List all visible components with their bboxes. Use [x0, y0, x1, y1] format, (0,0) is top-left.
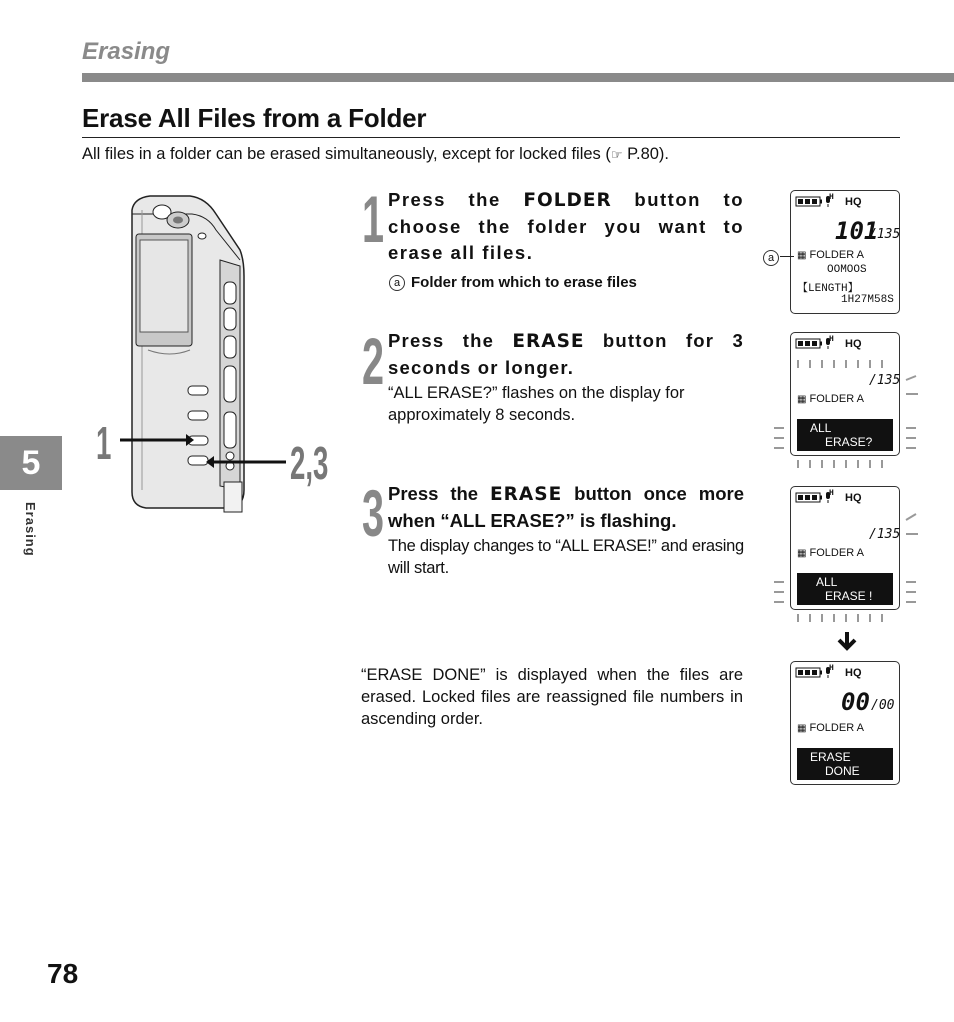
display-folder-text: FOLDER A [809, 249, 864, 261]
display-h: H [829, 193, 834, 202]
folder-icon: ▦ [797, 723, 807, 734]
step-3-instruction [388, 481, 744, 534]
display-inverse-message [797, 748, 893, 780]
pointing-hand-icon: ☞ [610, 148, 623, 163]
step-1-pre: Press the [388, 189, 524, 210]
display-total: /135 [869, 527, 901, 542]
recorder-body [132, 196, 244, 512]
display-inverse-line-1: ALL [810, 421, 832, 435]
display-h: H [829, 664, 834, 673]
flash-marks-step-2 [772, 346, 922, 474]
intro-paragraph [82, 145, 669, 164]
step-1-post: button to choose the folder you want to erase all files. [388, 189, 745, 263]
display-inverse-line-2: DONE [825, 764, 860, 778]
chapter-label [18, 502, 42, 572]
display-line-2: 【LENGTH】 [797, 283, 859, 295]
step-3-number: 3 [362, 476, 385, 550]
display-folder [797, 722, 864, 734]
folder-icon: ▦ [797, 548, 807, 559]
page-title: Erase All Files from a Folder [82, 103, 427, 133]
label-steps-2-3: 2,3 [290, 437, 329, 489]
step-3-pre: Press the [388, 483, 491, 504]
display-hq: HQ [845, 667, 862, 679]
step-1-instruction [388, 187, 744, 266]
step-1-callout [389, 274, 637, 291]
folder-icon: ▦ [797, 250, 807, 261]
title-rule [82, 137, 900, 138]
step-3-note: The display changes to “ALL ERASE!” and erasing will start. [388, 537, 744, 577]
step-2-note: “ALL ERASE?” flashes on the display for approximately 8 seconds. [388, 384, 685, 424]
step-2-instruction [388, 328, 744, 381]
callout-marker-a: a [389, 275, 405, 291]
display-h: H [829, 489, 834, 498]
display-folder-text: FOLDER A [809, 722, 864, 734]
erase-button-label: ERASE [512, 331, 585, 352]
section-title: Erasing [82, 38, 171, 65]
display-file-number: 00 [841, 688, 870, 716]
step-1-number: 1 [362, 182, 385, 256]
display-folder-text: FOLDER A [809, 547, 864, 559]
display-folder-text: FOLDER A [809, 393, 864, 405]
callout-text: Folder from which to erase files [411, 274, 637, 291]
label-step-1: 1 [96, 417, 112, 469]
display-inverse-line-2: ERASE ! [825, 589, 873, 603]
display-line-1: OOMOOS [827, 264, 867, 276]
flash-marks-step-3 [772, 500, 922, 628]
display-folder [797, 249, 864, 261]
chapter-tab: 5 [0, 436, 62, 490]
erase-button-label-2: ERASE [490, 484, 563, 505]
section-divider [82, 73, 954, 82]
display-hq: HQ [845, 492, 862, 504]
folder-button-label: FOLDER [523, 190, 612, 211]
display-inverse-line-2: ERASE? [825, 435, 873, 449]
down-arrow-icon [836, 630, 858, 652]
lcd-callout-marker: a [763, 250, 779, 266]
lcd-callout-line [780, 256, 794, 257]
display-inverse-line-1: ERASE [810, 750, 851, 764]
display-total: /135 [869, 227, 901, 242]
display-erase-done [790, 661, 900, 785]
display-inverse-line-1: ALL [816, 575, 838, 589]
display-hq: HQ [845, 338, 862, 350]
lcd-callout [763, 249, 785, 267]
display-total: /135 [869, 373, 901, 388]
display-file-number: 101 [835, 217, 879, 245]
intro-page-ref: P.80). [622, 145, 670, 163]
step-2-pre: Press the [388, 330, 513, 351]
step-2-post: button for 3 seconds or longer. [388, 330, 745, 378]
folder-icon: ▦ [797, 394, 807, 405]
step-2-number: 2 [362, 324, 385, 398]
display-h: H [829, 335, 834, 344]
step-3-post: button once more when “ALL ERASE?” is flashing. [388, 483, 744, 531]
display-step-1 [790, 190, 900, 314]
intro-text: All files in a folder can be erased simultaneously, except for locked files ( [82, 145, 611, 163]
final-note: “ERASE DONE” is displayed when the files are erased. Locked files are reassigned file numbers in ascending order. [361, 666, 743, 728]
display-total: /00 [871, 698, 895, 713]
chapter-label-text: Erasing [23, 502, 38, 557]
display-hq: HQ [845, 196, 862, 208]
display-line-3: 1H27M58S [841, 294, 894, 306]
page-number: 78 [47, 958, 79, 989]
